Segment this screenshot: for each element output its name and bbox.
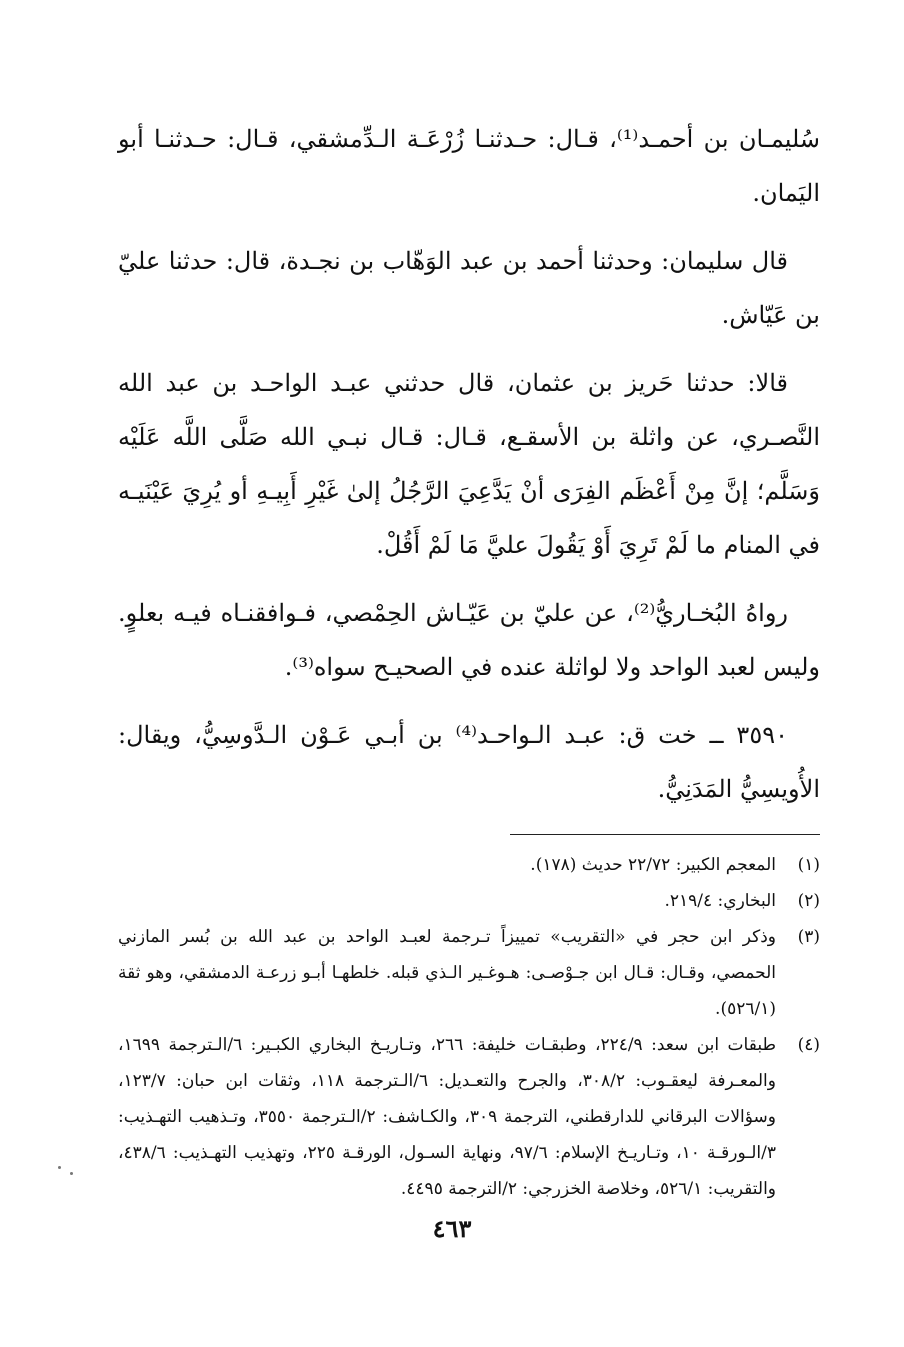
- paragraph-4: رواهُ البُخـاريُّ⁽²⁾، عن عليّ بن عَيّـاش الحِمْصي، فـوافقنـاه فيـه بعلوٍ. وليس لعبد الواحد ولا لواثلة عنده في الصحيـح سواه⁽³⁾.: [118, 599, 820, 681]
- footnote-text: وذكر ابن حجر في «التقريب» تمييزاً تـرجمة لعبـد الواحد بن عبد الله بن بُسر المازني الحمصي، وقـال: قـال ابن جـوْصـى: هـوغـير الـذي قبله. خلطهـا أبـو زرعـة الدمشقي، وهو ثقة (٥٢٦/١).: [118, 927, 776, 1019]
- footnote-number: (٤): [797, 1035, 820, 1055]
- paragraph-5-entry: ٣٥٩٠ ــ خت ق: عبـد الـواحـد⁽⁴⁾ بن أبـي عَـوْن الـدَّوسِيُّ، ويقال: الأُويسِيُّ المَدَنِيُّ.: [118, 721, 820, 803]
- footnote-number: (٣): [797, 927, 820, 947]
- footnote-number: (٢): [797, 891, 820, 911]
- footnote-text: طبقات ابن سعد: ٢٢٤/٩، وطبقـات خليفة: ٢٦٦، وتـاريـخ البخاري الكبـير: ٦/الـترجمة ١٦٩٩، والمعـرفة ليعقـوب: ٣٠٨/٢، والجرح والتعـديل: ٦/الـترجمة ١١٨، وثقات ابن حبان: ١٢٣/٧، وسؤالات البرقاني للدارقطني، الترجمة ٣٠٩، والكـاشف: ٢/الـترجمة ٣٥٥٠، وتـذهيب التهـذيب: ٣/الـورقـة ١٠، وتـاريـخ الإسلام: ٩٧/٦، ونهاية السـول، الورقـة ٢٢٥، وتهذيب التهـذيب: ٤٣٨/٦، والتقريب: ٥٢٦/١، وخلاصة الخزرجي: ٢/الترجمة ٤٤٩٥.: [118, 1035, 776, 1199]
- scan-speck: [58, 1166, 61, 1169]
- page-content: [118, 112, 820, 1207]
- page-number: ٤٦٣: [432, 1214, 472, 1243]
- footnote-text: البخاري: ٢١٩/٤.: [664, 891, 776, 911]
- footnote-3: [118, 919, 820, 1027]
- footnote-1: [118, 847, 820, 883]
- footnote-text: المعجم الكبير: ٢٢/٧٢ حديث (١٧٨).: [530, 855, 776, 875]
- paragraph-3: قالا: حدثنا حَريز بن عثمان، قال حدثني عبـد الواحـد بن عبد الله النَّصـري، عن واثلة بن الأسقـع، قـال: قـال نبـي الله صَلَّى اللَّه عَلَيْه وَسَلَّم؛ إنَّ مِنْ أَعْظَم الفِرَى أنْ يَدَّعِيَ الرَّجُلُ إلىٰ غَيْرِ أَبِيـهِ أو يُرِيَ عَيْنَيـه في المنام ما لَمْ تَرِيَ أَوْ يَقُولَ عليَّ مَا لَمْ أَقُلْ.: [118, 369, 820, 559]
- paragraph-2: قال سليمان: وحدثنا أحمد بن عبد الوَهّاب بن نجـدة، قال: حدثنا عليّ بن عَيّاش.: [118, 247, 820, 329]
- footnote-number: (١): [797, 855, 820, 875]
- scan-speck: [70, 1172, 73, 1175]
- footnote-4: [118, 1027, 820, 1207]
- footnotes: [118, 847, 820, 1207]
- footnote-divider: [510, 834, 820, 835]
- paragraph-1: سُليمـان بن أحمـد⁽¹⁾، قـال: حـدثنـا زُرْعَـة الـدِّمشقي، قـال: حـدثنـا أبو اليَمان.: [118, 125, 821, 207]
- footnote-2: [118, 883, 820, 919]
